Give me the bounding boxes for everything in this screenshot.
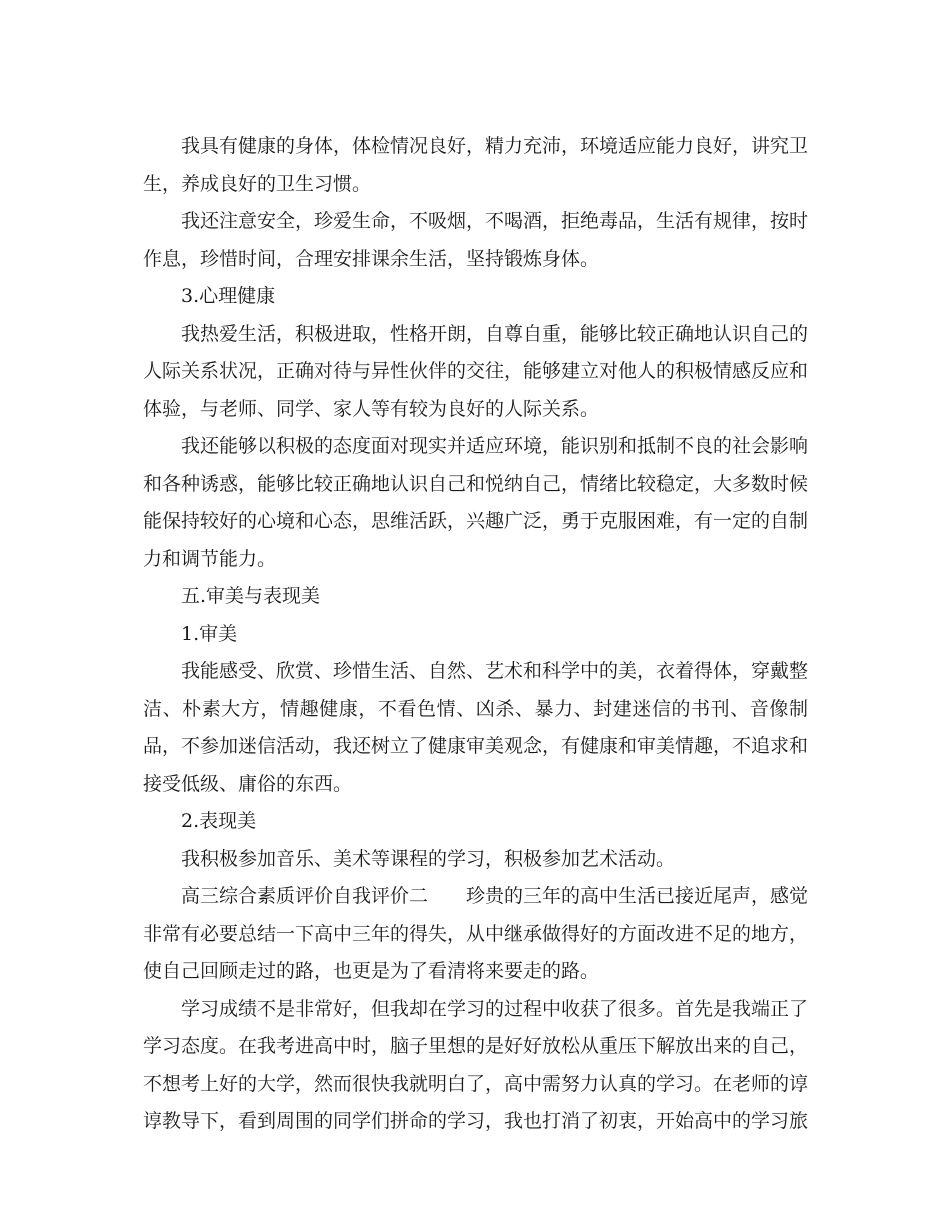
heading-appreciation: 1.审美	[181, 622, 238, 645]
paragraph-safety: 我还注意安全，珍爱生命，不吸烟，不喝酒，拒绝毒品，生活有规律，按时作息，珍惜时间，合理安排课余生活，坚持锻炼身体。	[143, 210, 809, 270]
paragraph-mental-health-1: 我热爱生活，积极进取，性格开朗，自尊自重，能够比较正确地认识自己的人际关系状况，正确对待与异性伙伴的交往，能够建立对他人的积极情感反应和体验，与老师、同学、家人等有较为良好的人际关系。	[143, 322, 809, 420]
document-body	[143, 128, 808, 1141]
paragraph-study: 学习成绩不是非常好，但我却在学习的过程中收获了很多。首先是我端正了学习态度。在我考进高中时，脑子里想的是好好放松从重压下解放出来的自己，不想考上好的大学，然而很快我就明白了，高中需努力认真的学习。在老师的谆谆教导下，看到周围的同学们拼命的学习，我也打消了初衷，开始高中的学习旅	[143, 997, 809, 1132]
paragraph-self-evaluation-intro: 高三综合素质评价自我评价二 珍贵的三年的高中生活已接近尾声，感觉非常有必要总结一下高中三年的得失，从中继承做得好的方面改进不足的地方，使自己回顾走过的路，也更是为了看清将来要走的路。	[143, 885, 809, 982]
paragraph-mental-health-2: 我还能够以积极的态度面对现实并适应环境，能识别和抵制不良的社会影响和各种诱惑，能够比较正确地认识自己和悦纳自己，情绪比较稳定，大多数时候能保持较好的心境和心态，思维活跃，兴趣广泛，勇于克服困难，有一定的自制力和调节能力。	[143, 435, 809, 570]
heading-expression: 2.表现美	[181, 810, 257, 832]
heading-aesthetics: 五.审美与表现美	[181, 585, 321, 607]
heading-mental-health: 3.心理健康	[181, 285, 276, 307]
paragraph-appreciation: 我能感受、欣赏、珍惜生活、自然、艺术和科学中的美，衣着得体，穿戴整洁、朴素大方，情趣健康，不看色情、凶杀、暴力、封建迷信的书刊、音像制品，不参加迷信活动，我还树立了健康审美观念，有健康和审美情趣，不追求和接受低级、庸俗的东西。	[143, 660, 809, 795]
paragraph-expression: 我积极参加音乐、美术等课程的学习，积极参加艺术活动。	[181, 847, 676, 870]
paragraph-physical-health: 我具有健康的身体，体检情况良好，精力充沛，环境适应能力良好，讲究卫生，养成良好的卫生习惯。	[143, 135, 809, 195]
